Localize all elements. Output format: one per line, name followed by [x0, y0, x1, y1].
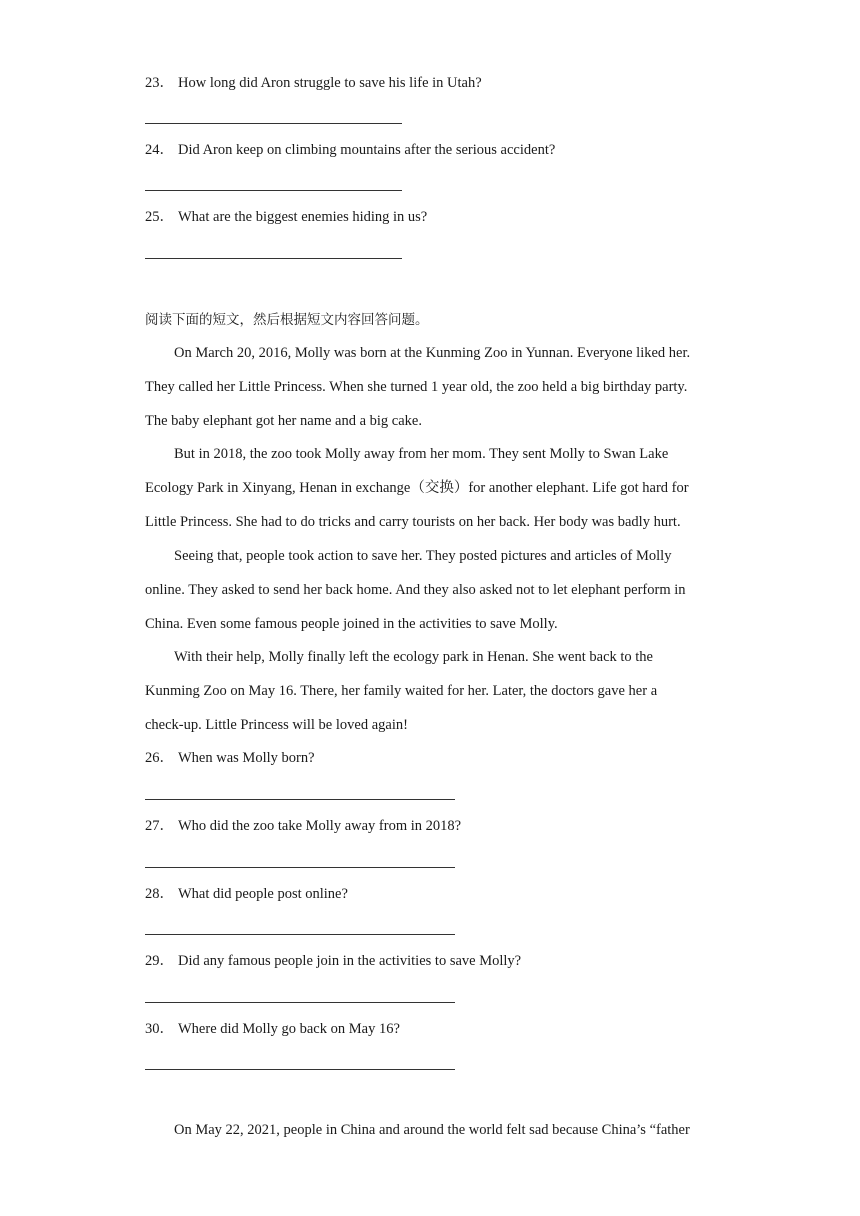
- question-number: 28．: [145, 886, 174, 902]
- passage-line: The baby elephant got her name and a big cake.: [145, 413, 422, 429]
- passage-line: They called her Little Princess. When she turned 1 year old, the zoo held a big birthday party.: [145, 379, 688, 395]
- question-number: 30．: [145, 1021, 174, 1037]
- question-24: [145, 140, 555, 160]
- question-30: [145, 1019, 400, 1039]
- question-number: 27．: [145, 818, 174, 834]
- passage-line: But in 2018, the zoo took Molly away from her mom. They sent Molly to Swan Lake: [174, 446, 669, 462]
- answer-line-25[interactable]: [145, 258, 402, 259]
- passage-line: Little Princess. She had to do tricks and carry tourists on her back. Her body was badly hurt.: [145, 514, 681, 530]
- question-27: [145, 816, 461, 836]
- question-26: [145, 748, 315, 768]
- question-number: 26．: [145, 750, 174, 766]
- answer-line-24[interactable]: [145, 190, 402, 191]
- passage-line: On May 22, 2021, people in China and around the world felt sad because China’s “father: [174, 1122, 690, 1138]
- passage-line: Seeing that, people took action to save her. They posted pictures and articles of Molly: [174, 548, 672, 564]
- question-text: Did Aron keep on climbing mountains after the serious accident?: [178, 142, 556, 158]
- question-text: When was Molly born?: [178, 750, 315, 766]
- answer-line-27[interactable]: [145, 867, 455, 868]
- question-29: [145, 951, 521, 971]
- answer-line-26[interactable]: [145, 799, 455, 800]
- passage-line: With their help, Molly finally left the ecology park in Henan. She went back to the: [174, 649, 653, 665]
- question-number: 23．: [145, 75, 174, 91]
- passage-line: check-up. Little Princess will be loved again!: [145, 717, 408, 733]
- answer-line-29[interactable]: [145, 1002, 455, 1003]
- question-text: Who did the zoo take Molly away from in 2018?: [178, 818, 462, 834]
- question-text: Where did Molly go back on May 16?: [178, 1021, 400, 1037]
- answer-line-23[interactable]: [145, 123, 402, 124]
- question-text: What are the biggest enemies hiding in us?: [178, 209, 428, 225]
- passage-line: Kunming Zoo on May 16. There, her family waited for her. Later, the doctors gave her a: [145, 683, 658, 699]
- question-text: What did people post online?: [178, 886, 348, 902]
- answer-line-30[interactable]: [145, 1069, 455, 1070]
- answer-line-28[interactable]: [145, 934, 455, 935]
- section-instruction: 阅读下面的短文，然后根据短文内容回答问题。: [145, 312, 429, 328]
- passage-line: China. Even some famous people joined in the activities to save Molly.: [145, 616, 558, 632]
- passage-line: online. They asked to send her back home. And they also asked not to let elephant perform in: [145, 582, 686, 598]
- question-text: Did any famous people join in the activities to save Molly?: [178, 953, 522, 969]
- passage-line: On March 20, 2016, Molly was born at the Kunming Zoo in Yunnan. Everyone liked her.: [174, 345, 691, 361]
- question-text: How long did Aron struggle to save his life in Utah?: [178, 75, 482, 91]
- passage-line: Ecology Park in Xinyang, Henan in exchange（交换）for another elephant. Life got hard for: [145, 480, 689, 496]
- question-28: [145, 884, 348, 904]
- question-number: 24．: [145, 142, 174, 158]
- question-number: 29．: [145, 953, 174, 969]
- question-number: 25．: [145, 209, 174, 225]
- question-23: [145, 73, 482, 93]
- question-25: [145, 207, 427, 227]
